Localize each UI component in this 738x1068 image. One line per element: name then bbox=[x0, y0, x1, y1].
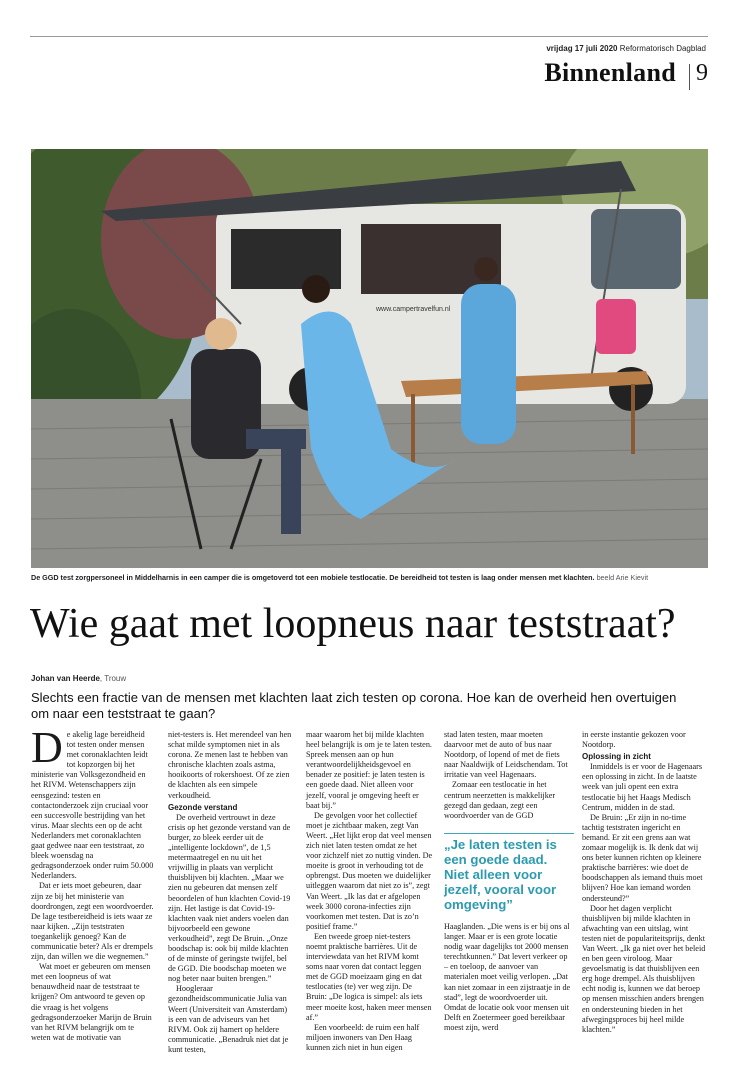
paragraph: Door het dagen verplicht thuisblijven bij milde klachten in afwachting van een uitslag, wint testen niet de populariteitsprijs, denkt Van Weert. „Ik ga niet over het beleid en ben geen viroloog. Maar gevoelsmatig is dat thuisblijven een erg hoge drempel. Als thuisblijven echt nodig is, kunnen we dat beroep op mensen misschien anders brengen en ondersteuning bieden in het afwegingsproces bij heel milde klachten.” bbox=[582, 903, 706, 1034]
subheading: Gezonde verstand bbox=[168, 802, 238, 812]
paragraph: Wat moet er gebeuren om mensen met een loopneus of wat benauwdheid naar de teststraat te krijgen? Om antwoord te geven op die vraag is het volgens gedragsonderzoeker Marijn de Bruin van het RIVM belangrijk om te weten wat de motivatie van bbox=[31, 962, 152, 1042]
paragraph: Hoogleraar gezondheidscommunicatie Julia van Weert (Universiteit van Amsterdam) is een van de adviseurs van het RIVM. Ook zij hamert op heldere communicatie. „Benadruk niet dat je kunt testen, bbox=[168, 984, 289, 1054]
caption-text: De GGD test zorgpersoneel in Middelharnis in een camper die is omgetoverd tot een mobiele testlocatie. De bereidheid tot testen is laag onder mensen met klachten. bbox=[31, 573, 595, 582]
article-column-4-continued bbox=[444, 922, 571, 1033]
paragraph: Zomaar een testlocatie in het centrum neerzetten is makkelijker gezegd dan gedaan, zegt een woordvoerder van de GGD bbox=[444, 780, 556, 820]
paragraph: niet-testers is. Het merendeel van hen schat milde symptomen niet in als corona. Ze menen last te hebben van chronische klachten zoals astma, hooikoorts of rokershoest. Of ze zien de klachten als een simpele verkoudheid. bbox=[168, 730, 292, 800]
byline bbox=[31, 674, 126, 683]
paragraph: in eerste instantie gekozen voor Nootdorp. bbox=[582, 730, 686, 750]
newspaper-name: Reformatorisch Dagblad bbox=[619, 44, 706, 53]
article-column-1 bbox=[31, 723, 154, 1043]
paragraph: De gevolgen voor het collectief moet je zichtbaar maken, zegt Van Weert. „Het lijkt erop dat veel mensen zich niet laten testen omdat ze het voor zichzelf niet zo nuttig vinden. De moeite is groot in verhouding tot de opbrengst. Dus moeten we duidelijker uitleggen waarom dat niet zo is”, zegt Van Weert. „Ik las dat er afgelopen week 3000 corona-infecties zijn voorkomen met testen. Dat is zo’n positief frame.” bbox=[306, 810, 433, 931]
paragraph bbox=[31, 723, 154, 881]
paragraph: Een tweede groep niet-testers noemt praktische barrières. Uit de interviewdata van het RIVM komt soms naar voren dat contact leggen met de GGD moeizaam ging en dat testlocaties (te) ver weg zijn. De Bruin: „De logica is simpel: als iets meer moeite kost, haken meer mensen af.” bbox=[306, 931, 432, 1022]
camper-sign: www.campertravelfun.nl bbox=[376, 306, 451, 313]
top-rule bbox=[30, 36, 708, 37]
article-column-3 bbox=[306, 730, 433, 1053]
issue-date: vrijdag 17 juli 2020 bbox=[546, 44, 618, 53]
article-column-2 bbox=[168, 730, 294, 1055]
pull-quote bbox=[444, 833, 574, 912]
article-column-4 bbox=[444, 730, 571, 821]
paragraph: Inmiddels is er voor de Hagenaars een oplossing in zicht. In de laatste week van juli opent een extra testlocatie bij het Haags Medisch Centrum, midden in de stad. bbox=[582, 762, 703, 812]
byline-source: , Trouw bbox=[99, 674, 127, 683]
paragraph: maar waarom het bij milde klachten heel belangrijk is om je te laten testen. Spreek mensen aan op hun verantwoordelijkheidsgevoel en benader ze positief: je laten testen is een goede daad. Niet alleen voor jezelf, vooral je omgeving heeft er baat bij.” bbox=[306, 730, 432, 810]
paragraph: Een voorbeeld: de ruim een half miljoen inwoners van Den Haag kunnen zich niet in hun eigen bbox=[306, 1022, 420, 1052]
photo-illustration bbox=[31, 149, 708, 568]
paragraph-text: e akelig lage bereidheid tot testen onder mensen met coronaklachten leidt tot kopzorgen bij het ministerie van Volksgezondheid en het RIVM. Wetenschappers zijn eensgezind: testen en contactonderzoek zijn cruciaal voor een succesvolle bestrijding van het virus. Maar slechts een op de acht Nederlanders met coronaklachten gaat gedwee naar een teststraat, zo bleek woensdag na gedragsonderzoek onder ruim 50.000 Nederlanders. bbox=[31, 730, 154, 881]
article-column-5 bbox=[582, 730, 708, 1035]
paragraph: Haaglanden. „Die wens is er bij ons al langer. Maar er is een grote locatie nodig waar dagelijks tot 2000 mensen terechtkunnen.” Dat levert verkeer op – en toeloop, de aanvoer van materialen moet veilig verlopen. „Dat kan niet zomaar in een zijstraatje in de stad”, legt de woordvoerder uit. Omdat de locatie ook voor mensen uit Delft en Zoetermeer goed bereikbaar moest zijn, werd bbox=[444, 922, 571, 1032]
article-intro: Slechts een fractie van de mensen met klachten laat zich testen op corona. Hoe kan de overheid hen overtuigen om naar een teststraat te gaan? bbox=[31, 690, 677, 721]
photo-credit: beeld Arie Kievit bbox=[596, 573, 649, 582]
pull-quote-text: „Je laten testen is een goede daad. Niet alleen voor jezelf, vooral voor omgeving” bbox=[444, 837, 557, 912]
section-separator bbox=[689, 64, 690, 90]
article-photo bbox=[31, 149, 708, 568]
section-title: Binnenland bbox=[544, 58, 676, 87]
article-headline: Wie gaat met loopneus naar teststraat? bbox=[30, 601, 676, 647]
drop-cap: D bbox=[31, 723, 63, 772]
photo-caption bbox=[31, 573, 708, 583]
author-name: Johan van Heerde bbox=[31, 674, 100, 683]
paragraph: Dat er iets moet gebeuren, daar zijn ze bij het ministerie van doordrongen, zegt een woordvoerder. De lage testbereidheid is iets waar ze naar kijken. „Zijn teststraten toegankelijk genoeg? Kan de communicatie beter? Als er drempels zijn, dan willen we die wegnemen.” bbox=[31, 881, 154, 962]
paragraph: De Bruin: „Er zijn in no-time tachtig teststraten ingericht en bemand. Er zit een grens aan wat zomaar mogelijk is. Ik denk dat wij ons beter kunnen richten op kleinere praktische barrières: wie doet de boodschappen als iemand thuis moet blijven? Hoe kan iemand worden ondersteund?” bbox=[582, 812, 703, 903]
page-number: 9 bbox=[696, 60, 708, 86]
paragraph: De overheid vertrouwt in deze crisis op het gezonde verstand van de burger, zo bleek eerder uit de „intelligente lockdown”, de 1,5 metermaatregel en nu uit het vrijwillig in plaats van verplicht thuisblijven bij klachten. „Maar we zien nu gebeuren dat mensen zelf beoordelen of hun klachten Covid-19 zijn. Het lastige is dat Covid-19-klachten vaak niet anders voelen dan bijvoorbeeld een gewone verkoudheid”, zegt De Bruin. „Onze boodschap is: ook bij milde klachten of de minste of geringste twijfel, bel de GGD. Die boodschap moeten we nog beter naar buiten brengen.” bbox=[168, 812, 291, 984]
dateline bbox=[546, 44, 706, 53]
paragraph: stad laten testen, maar moeten daarvoor met de auto of bus naar Nootdorp, of lopend of met de fiets naar Naaldwijk of Leidschendam. Tot irritatie van veel Hagenaars. bbox=[444, 730, 568, 780]
subheading: Oplossing in zicht bbox=[582, 752, 651, 762]
